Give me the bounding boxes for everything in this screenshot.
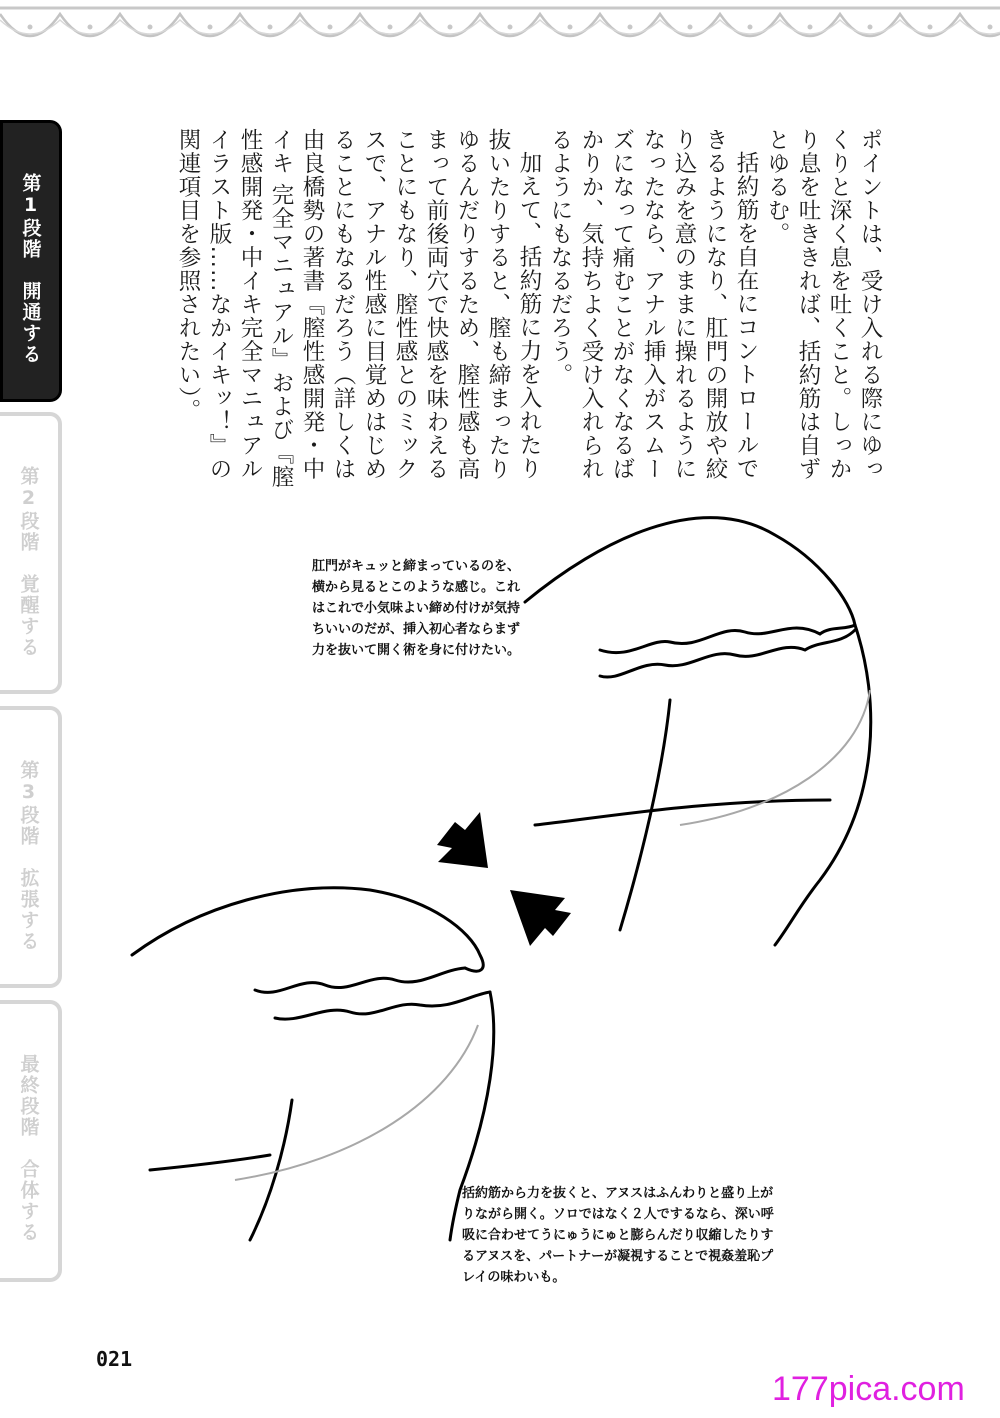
closed-anus-gray-contour [680, 690, 870, 825]
open-anus-figure [132, 888, 494, 1240]
tab-stage-1-label: 第1段階 開通する [19, 173, 42, 365]
tab-stage-final[interactable] [0, 1000, 62, 1282]
tab-stage-1[interactable] [0, 120, 62, 402]
site-watermark: 177pica.com [772, 1370, 965, 1408]
closed-anus-figure [525, 518, 871, 945]
arrow-lower-right [510, 890, 571, 946]
caption-closed-anus: 肛門がキュッと締まっているのを、横から見るとこのような感じ。これはこれで小気味よい締め付けが気持ちいいのだが、挿入初心者ならまず力を抜いて開く術を身に付けたい。 [312, 559, 521, 658]
arrow-upper-left [437, 812, 488, 868]
tab-stage-2-label: 第2段階 覚醒する [17, 466, 40, 658]
body-text [175, 128, 885, 498]
tab-stage-final-label: 最終段階 合体する [17, 1054, 40, 1243]
lace-border-ornament [0, 0, 1000, 70]
body-paragraph-3: 加えて、括約筋に力を入れたり抜いたりすると、膣も締まったりゆるんだりするため、膣性感も高まって前後両穴で快感を味わえることにもなり、膣性感とのミックスで、アナル性感に目覚めはじめることにもなるだろう（詳しくは由良橋勢の著書『膣性感開発・中イキ 完全マニュアル』および『膣性感開発・中イキ完全マニュアルイラスト版……なかイキッ！』の関連項目を参照されたい）。 [175, 128, 542, 489]
body-paragraph-2: 括約筋を自在にコントロールできるようになり、肛門の開放や絞り込みを意のままに操れるようになったなら、アナル挿入がスムーズになって痛むことがなくなるばかりか、気持ちよく受け入れられるようにもなるだろう。 [547, 128, 759, 481]
page-number: 021 [96, 1347, 133, 1371]
tab-stage-3-label: 第3段階 拡張する [17, 760, 40, 952]
body-paragraph-1: ポイントは、受け入れる際にゆっくりと深く息を吐くこと。しっかり息を吐ききれば、括約筋は自ずとゆるむ。 [764, 128, 883, 481]
caption-open-anus: 括約筋から力を抜くと、アヌスはふんわりと盛り上がりながら開く。ソロではなく２人でするなら、深い呼吸に合わせてうにゅうにゅと膨らんだり収縮したりするアヌスを、パートナーが凝視することで視姦羞恥プレイの味わいも。 [462, 1186, 774, 1285]
open-anus-gray-contour [235, 1025, 478, 1180]
tab-stage-3[interactable] [0, 706, 62, 988]
tab-stage-2[interactable] [0, 412, 62, 694]
